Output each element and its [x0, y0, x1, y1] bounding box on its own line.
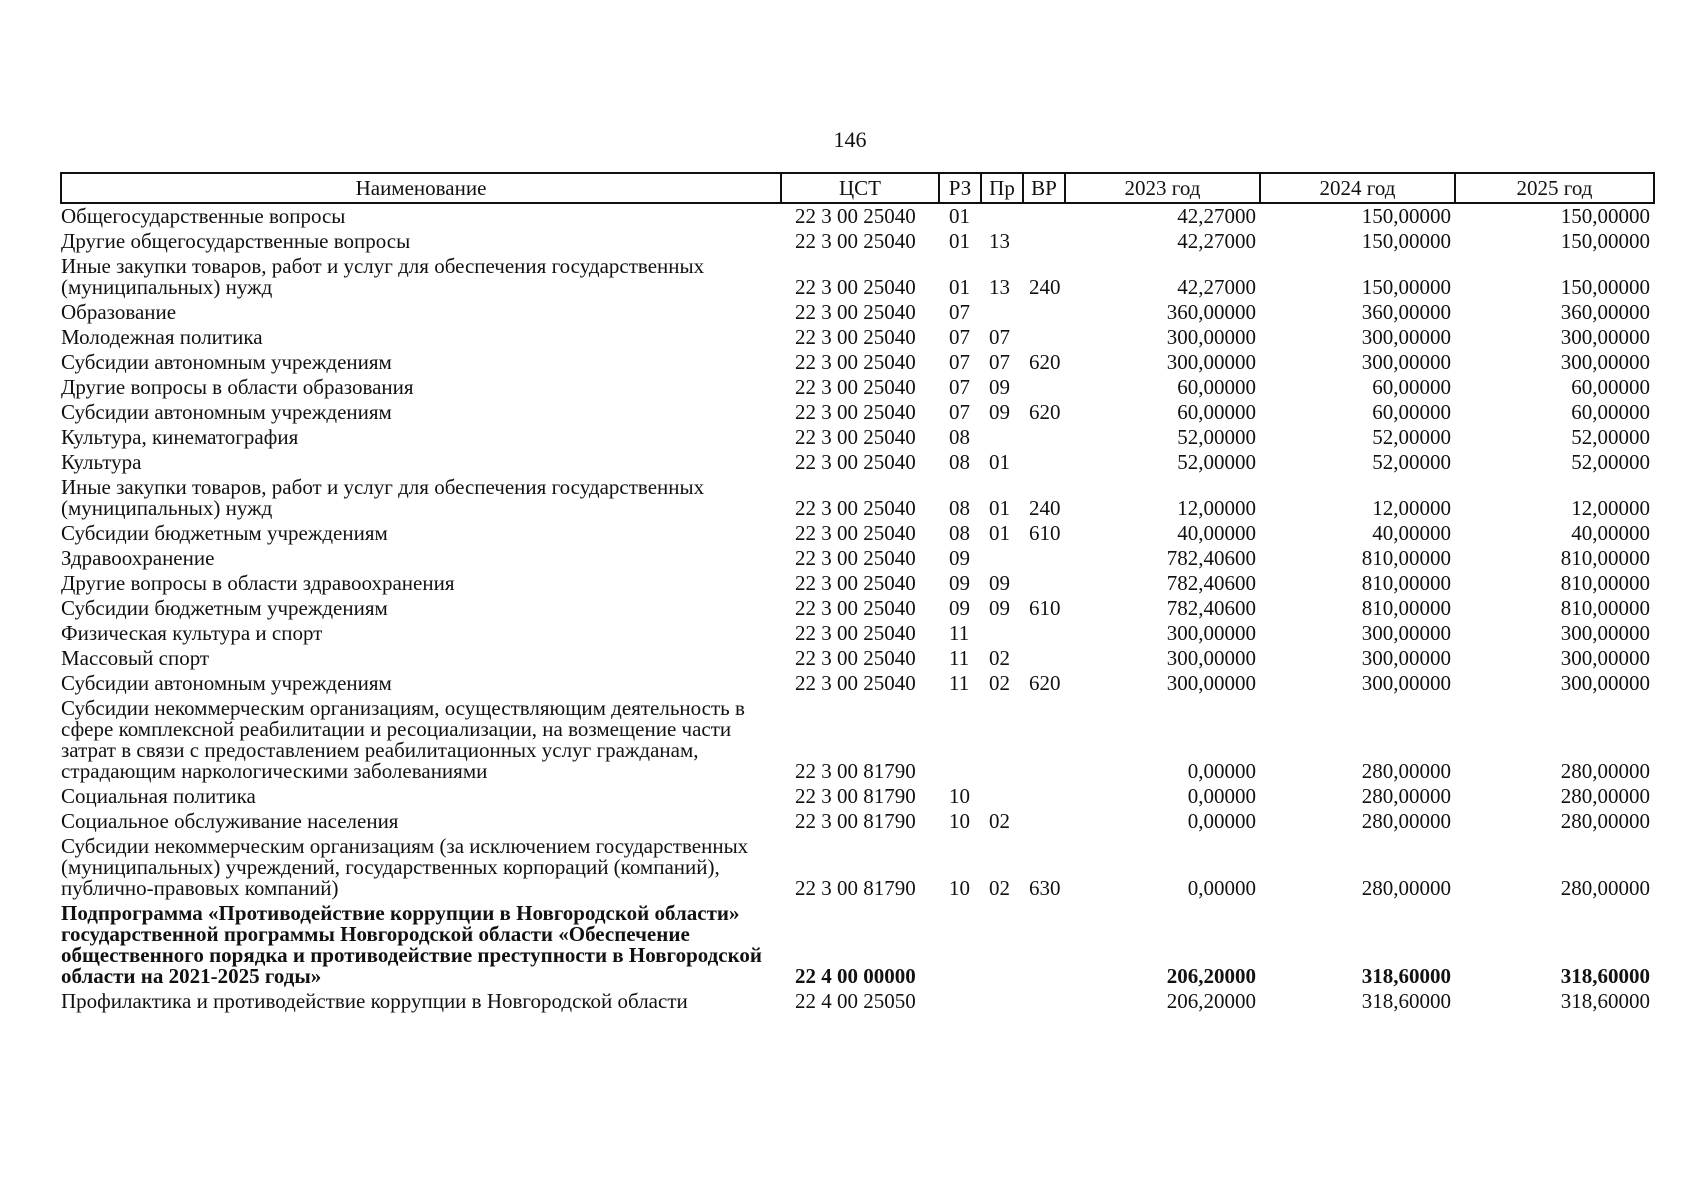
row-pr: 13	[989, 229, 1010, 253]
row-value-2025: 810,00000	[1560, 546, 1650, 570]
row-value-2023: 52,00000	[1177, 425, 1256, 449]
row-pr	[981, 784, 1023, 809]
table-row	[61, 989, 1654, 1014]
row-pr	[981, 300, 1023, 325]
row-rz: 09	[949, 571, 970, 595]
table-row	[61, 621, 1654, 646]
table-row	[61, 203, 1654, 229]
table-row	[61, 834, 1654, 901]
row-vr: 630	[1029, 876, 1061, 900]
row-name: Субсидии некоммерческим организациям (за исключением государственных (муниципальных) учреждений, государственных корпораций (компаний), публично-правовых компаний)	[61, 834, 749, 900]
row-name: Социальная политика	[61, 784, 256, 808]
row-vr	[1023, 546, 1065, 571]
row-name: Подпрограмма «Противодействие коррупции в Новгородской области» государственной программы Новгородской области «Обеспечение общественного порядка и противодействие преступности в Новгородской области на 2021-2025 годы»	[61, 901, 763, 988]
row-value-2024: 810,00000	[1361, 596, 1451, 620]
row-value-2023: 0,00000	[1187, 759, 1256, 783]
row-value-2024: 150,00000	[1361, 204, 1451, 228]
row-value-2025: 52,00000	[1571, 450, 1650, 474]
row-name: Субсидии бюджетным учреждениям	[61, 596, 388, 620]
row-rz: 10	[949, 784, 970, 808]
row-vr	[1023, 696, 1065, 784]
row-value-2025: 810,00000	[1560, 596, 1650, 620]
row-vr	[1023, 300, 1065, 325]
row-rz: 09	[949, 596, 970, 620]
table-row	[61, 784, 1654, 809]
row-rz: 10	[949, 876, 970, 900]
row-name: Субсидии некоммерческим организациям, осуществляющим деятельность в сфере комплексной реабилитации и ресоциализации, на возмещение части затрат в связи с предоставлением реабилитационных услуг гражданам, страдающим наркологическими заболеваниями	[61, 696, 745, 783]
header-2024: 2024 год	[1260, 173, 1455, 203]
row-value-2023: 40,00000	[1177, 521, 1256, 545]
row-value-2025: 280,00000	[1560, 809, 1650, 833]
row-pr: 02	[989, 671, 1010, 695]
row-cst: 22 3 00 25040	[795, 325, 916, 349]
row-pr	[981, 696, 1023, 784]
table-row	[61, 546, 1654, 571]
table-row	[61, 646, 1654, 671]
row-value-2025: 300,00000	[1560, 671, 1650, 695]
row-cst: 22 3 00 25040	[795, 375, 916, 399]
row-pr	[981, 901, 1023, 989]
row-cst: 22 3 00 25040	[795, 646, 916, 670]
row-cst: 22 3 00 81790	[795, 759, 916, 783]
row-pr: 02	[989, 646, 1010, 670]
row-value-2023: 300,00000	[1166, 671, 1256, 695]
row-pr: 02	[989, 876, 1010, 900]
row-value-2025: 150,00000	[1560, 229, 1650, 253]
row-value-2023: 300,00000	[1166, 350, 1256, 374]
row-vr	[1023, 784, 1065, 809]
row-value-2025: 52,00000	[1571, 425, 1650, 449]
row-value-2024: 300,00000	[1361, 350, 1451, 374]
row-pr: 01	[989, 521, 1010, 545]
row-vr	[1023, 325, 1065, 350]
row-vr	[1023, 375, 1065, 400]
budget-table	[60, 172, 1655, 1014]
row-vr: 620	[1029, 350, 1061, 374]
table-body	[61, 203, 1654, 1014]
row-name: Культура, кинематография	[61, 425, 299, 449]
row-vr	[1023, 809, 1065, 834]
row-value-2025: 300,00000	[1560, 325, 1650, 349]
row-name: Иные закупки товаров, работ и услуг для обеспечения государственных (муниципальных) нужд	[61, 254, 705, 299]
row-value-2025: 40,00000	[1571, 521, 1650, 545]
row-rz: 11	[949, 671, 970, 695]
table-row	[61, 425, 1654, 450]
row-rz: 08	[949, 496, 970, 520]
row-pr: 13	[989, 275, 1010, 299]
row-value-2023: 206,20000	[1166, 989, 1256, 1013]
table-row	[61, 229, 1654, 254]
row-cst: 22 3 00 25040	[795, 450, 916, 474]
row-value-2023: 300,00000	[1166, 621, 1256, 645]
row-cst: 22 3 00 25040	[795, 571, 916, 595]
row-value-2025: 280,00000	[1560, 876, 1650, 900]
row-value-2023: 60,00000	[1177, 375, 1256, 399]
row-name: Иные закупки товаров, работ и услуг для обеспечения государственных (муниципальных) нужд	[61, 475, 705, 520]
row-vr	[1023, 229, 1065, 254]
row-pr	[981, 621, 1023, 646]
row-value-2024: 60,00000	[1372, 400, 1451, 424]
table-row	[61, 375, 1654, 400]
header-rz: РЗ	[939, 173, 981, 203]
row-vr: 610	[1029, 596, 1061, 620]
row-value-2024: 810,00000	[1361, 571, 1451, 595]
row-vr	[1023, 450, 1065, 475]
row-value-2025: 810,00000	[1560, 571, 1650, 595]
row-rz: 07	[949, 300, 970, 324]
row-name: Субсидии автономным учреждениям	[61, 671, 392, 695]
row-value-2023: 52,00000	[1177, 450, 1256, 474]
row-value-2025: 60,00000	[1571, 375, 1650, 399]
row-cst: 22 3 00 81790	[795, 809, 916, 833]
table-header-row	[61, 173, 1654, 203]
row-value-2023: 0,00000	[1187, 784, 1256, 808]
row-cst: 22 3 00 25040	[795, 350, 916, 374]
row-value-2025: 300,00000	[1560, 646, 1650, 670]
row-cst: 22 4 00 00000	[795, 964, 916, 988]
row-value-2024: 810,00000	[1361, 546, 1451, 570]
row-value-2025: 300,00000	[1560, 350, 1650, 374]
row-value-2023: 782,40600	[1166, 596, 1256, 620]
row-value-2025: 318,60000	[1560, 964, 1650, 988]
table-row	[61, 671, 1654, 696]
row-value-2024: 280,00000	[1361, 784, 1451, 808]
row-value-2024: 150,00000	[1361, 229, 1451, 253]
row-name: Молодежная политика	[61, 325, 263, 349]
row-vr	[1023, 571, 1065, 596]
row-rz	[939, 696, 981, 784]
row-name: Общегосударственные вопросы	[61, 204, 346, 228]
row-pr: 09	[989, 400, 1010, 424]
header-cst: ЦСТ	[781, 173, 939, 203]
row-vr: 620	[1029, 671, 1061, 695]
row-value-2024: 60,00000	[1372, 375, 1451, 399]
table-row	[61, 596, 1654, 621]
row-value-2024: 280,00000	[1361, 876, 1451, 900]
table-row	[61, 475, 1654, 521]
row-value-2024: 52,00000	[1372, 425, 1451, 449]
header-2025: 2025 год	[1455, 173, 1654, 203]
page-number: 146	[833, 127, 867, 152]
row-name: Образование	[61, 300, 177, 324]
row-cst: 22 3 00 25040	[795, 229, 916, 253]
table-row	[61, 350, 1654, 375]
row-name: Профилактика и противодействие коррупции в Новгородской области	[61, 989, 688, 1013]
row-vr: 620	[1029, 400, 1061, 424]
table-row	[61, 521, 1654, 546]
row-value-2025: 12,00000	[1571, 496, 1650, 520]
row-pr	[981, 425, 1023, 450]
row-cst: 22 3 00 25040	[795, 275, 916, 299]
row-value-2023: 782,40600	[1166, 571, 1256, 595]
row-rz: 07	[949, 400, 970, 424]
row-name: Физическая культура и спорт	[61, 621, 323, 645]
row-value-2024: 300,00000	[1361, 621, 1451, 645]
row-value-2024: 52,00000	[1372, 450, 1451, 474]
row-name: Другие вопросы в области здравоохранения	[61, 571, 455, 595]
row-vr	[1023, 203, 1065, 229]
row-name: Социальное обслуживание населения	[61, 809, 399, 833]
row-cst: 22 3 00 25040	[795, 546, 916, 570]
row-rz	[939, 989, 981, 1014]
row-cst: 22 3 00 25040	[795, 496, 916, 520]
row-value-2024: 12,00000	[1372, 496, 1451, 520]
row-rz: 07	[949, 375, 970, 399]
row-pr: 09	[989, 375, 1010, 399]
row-value-2023: 60,00000	[1177, 400, 1256, 424]
row-name: Субсидии автономным учреждениям	[61, 350, 392, 374]
row-rz: 07	[949, 350, 970, 374]
row-value-2023: 206,20000	[1166, 964, 1256, 988]
row-rz: 09	[949, 546, 970, 570]
header-pr: Пр	[981, 173, 1023, 203]
row-pr: 09	[989, 571, 1010, 595]
row-value-2023: 300,00000	[1166, 646, 1256, 670]
table-row	[61, 400, 1654, 425]
row-pr: 02	[989, 809, 1010, 833]
row-pr: 07	[989, 325, 1010, 349]
row-value-2024: 40,00000	[1372, 521, 1451, 545]
table-row	[61, 325, 1654, 350]
row-value-2025: 300,00000	[1560, 621, 1650, 645]
row-name: Другие общегосударственные вопросы	[61, 229, 411, 253]
row-pr: 07	[989, 350, 1010, 374]
row-value-2025: 150,00000	[1560, 204, 1650, 228]
row-value-2025: 60,00000	[1571, 400, 1650, 424]
row-value-2023: 42,27000	[1177, 204, 1256, 228]
row-rz	[939, 901, 981, 989]
row-value-2025: 360,00000	[1560, 300, 1650, 324]
header-2023: 2023 год	[1065, 173, 1260, 203]
row-value-2025: 280,00000	[1560, 784, 1650, 808]
row-value-2024: 150,00000	[1361, 275, 1451, 299]
row-cst: 22 3 00 25040	[795, 521, 916, 545]
row-value-2024: 318,60000	[1361, 989, 1451, 1013]
header-vr: ВР	[1023, 173, 1065, 203]
row-value-2024: 300,00000	[1361, 671, 1451, 695]
row-vr: 240	[1029, 496, 1061, 520]
row-rz: 08	[949, 521, 970, 545]
row-rz: 11	[949, 621, 970, 645]
row-value-2024: 300,00000	[1361, 325, 1451, 349]
row-pr	[981, 203, 1023, 229]
row-cst: 22 3 00 25040	[795, 425, 916, 449]
table-row	[61, 300, 1654, 325]
row-vr: 240	[1029, 275, 1061, 299]
row-name: Культура	[61, 450, 142, 474]
row-value-2024: 300,00000	[1361, 646, 1451, 670]
row-rz: 11	[949, 646, 970, 670]
row-value-2023: 42,27000	[1177, 275, 1256, 299]
table-row	[61, 809, 1654, 834]
row-cst: 22 3 00 25040	[795, 400, 916, 424]
table-row	[61, 254, 1654, 300]
row-pr	[981, 989, 1023, 1014]
row-cst: 22 4 00 25050	[795, 989, 916, 1013]
row-value-2025: 150,00000	[1560, 275, 1650, 299]
row-rz: 08	[949, 450, 970, 474]
row-rz: 10	[949, 809, 970, 833]
row-name: Субсидии бюджетным учреждениям	[61, 521, 388, 545]
row-vr	[1023, 646, 1065, 671]
row-vr	[1023, 901, 1065, 989]
row-name: Массовый спорт	[61, 646, 210, 670]
row-value-2024: 318,60000	[1361, 964, 1451, 988]
row-pr: 01	[989, 496, 1010, 520]
row-cst: 22 3 00 81790	[795, 876, 916, 900]
row-rz: 08	[949, 425, 970, 449]
row-value-2023: 42,27000	[1177, 229, 1256, 253]
row-value-2023: 782,40600	[1166, 546, 1256, 570]
row-pr: 01	[989, 450, 1010, 474]
row-cst: 22 3 00 25040	[795, 300, 916, 324]
row-value-2023: 12,00000	[1177, 496, 1256, 520]
header-name: Наименование	[61, 173, 781, 203]
row-pr: 09	[989, 596, 1010, 620]
row-value-2023: 0,00000	[1187, 876, 1256, 900]
row-name: Здравоохранение	[61, 546, 215, 570]
row-vr	[1023, 989, 1065, 1014]
row-name: Другие вопросы в области образования	[61, 375, 414, 399]
row-value-2024: 280,00000	[1361, 759, 1451, 783]
row-rz: 01	[949, 229, 970, 253]
row-value-2023: 360,00000	[1166, 300, 1256, 324]
row-cst: 22 3 00 25040	[795, 204, 916, 228]
row-value-2024: 360,00000	[1361, 300, 1451, 324]
row-vr	[1023, 621, 1065, 646]
row-value-2025: 318,60000	[1560, 989, 1650, 1013]
table-row	[61, 450, 1654, 475]
row-value-2023: 0,00000	[1187, 809, 1256, 833]
table-row	[61, 901, 1654, 989]
row-value-2023: 300,00000	[1166, 325, 1256, 349]
table-row	[61, 696, 1654, 784]
row-value-2024: 280,00000	[1361, 809, 1451, 833]
row-rz: 07	[949, 325, 970, 349]
row-vr: 610	[1029, 521, 1061, 545]
row-cst: 22 3 00 81790	[795, 784, 916, 808]
row-name: Субсидии автономным учреждениям	[61, 400, 392, 424]
row-value-2025: 280,00000	[1560, 759, 1650, 783]
table-row	[61, 571, 1654, 596]
row-cst: 22 3 00 25040	[795, 671, 916, 695]
row-rz: 01	[949, 275, 970, 299]
row-cst: 22 3 00 25040	[795, 596, 916, 620]
row-vr	[1023, 425, 1065, 450]
row-cst: 22 3 00 25040	[795, 621, 916, 645]
row-rz: 01	[949, 204, 970, 228]
row-pr	[981, 546, 1023, 571]
